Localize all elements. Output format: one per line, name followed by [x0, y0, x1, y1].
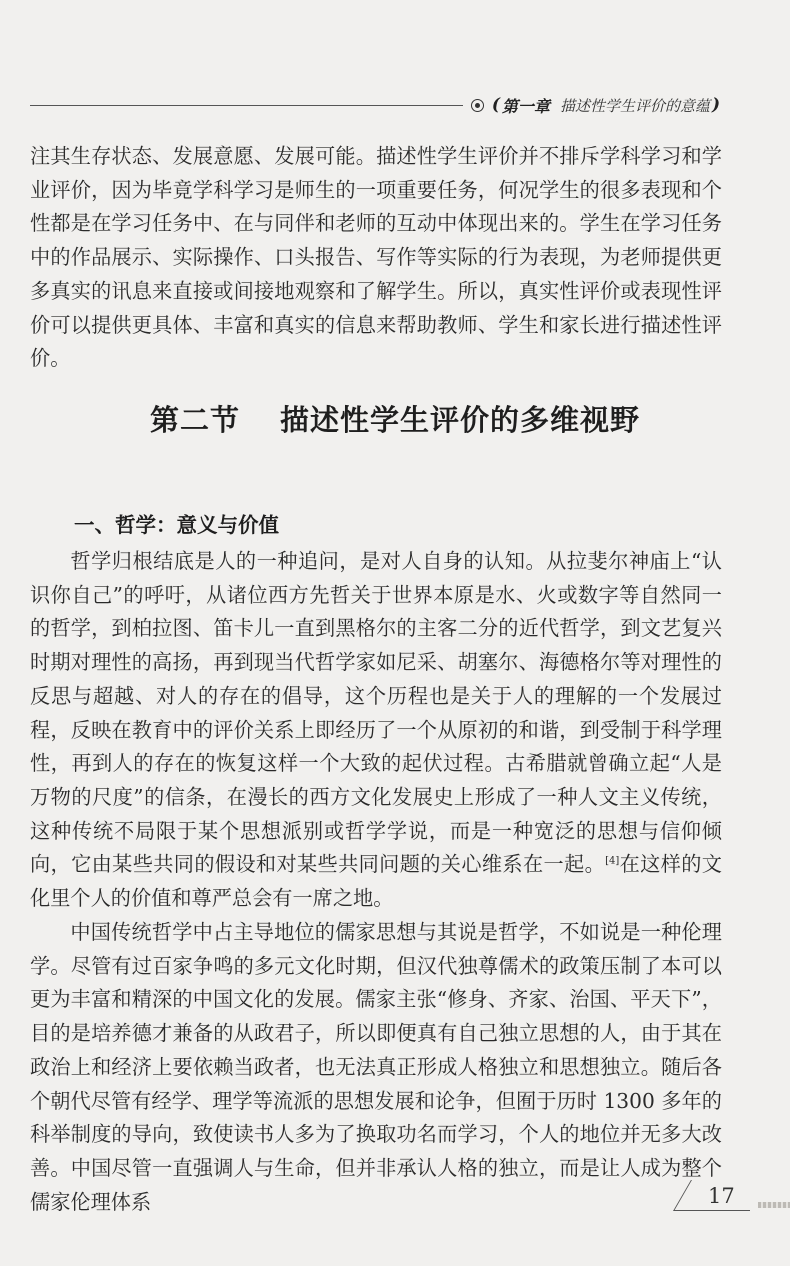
section-title: 描述性学生评价的多维视野 [280, 403, 641, 437]
header-rule [30, 105, 463, 106]
page-number: 17 [708, 1184, 735, 1208]
paragraph-confucian: 中国传统哲学中占主导地位的儒家思想与其说是哲学，不如说是一种伦理学。尽管有过百家争鸣的多元文化时期，但汉代独尊儒术的政策压制了本可以更为丰富和精深的中国文化的发展。儒家主张“修身、齐家、治国、平天下”，目的是培养德才兼备的从政君子，所以即便真有自己独立思想的人，由于其在政治上和经济上要依赖当政者，也无法真正形成人格独立和思想独立。随后各个朝代尽管有经学、理学等流派的思想发展和论争，但囿于历时 1300 多年的科举制度的导向，致使读书人多为了换取功名而学习，个人的地位并无多大改善。中国尽管一直强调人与生命，但并非承认人格的独立，而是让人成为整个儒家伦理体系 [30, 920, 722, 1214]
section-number: 第二节 [149, 403, 240, 437]
chapter-label: 第一章 [501, 96, 550, 116]
section-heading [0, 398, 790, 439]
paragraph-philosophy [30, 545, 722, 916]
bullet-circle-icon [471, 99, 484, 112]
bracket-open-icon: ( [491, 95, 500, 115]
subsection-heading: 一、哲学：意义与价值 [74, 513, 279, 537]
chapter-title: 描述性学生评价的意蕴 [559, 96, 710, 115]
footnote-reference: [4] [605, 855, 620, 867]
page-footer [682, 1180, 782, 1220]
bracket-close-icon: ) [711, 95, 720, 115]
footer-tab-decoration [758, 1202, 790, 1208]
footer-rule [688, 1210, 750, 1211]
paragraph-philosophy-text-end: 在这样的文化里个人的价值和尊严总会有一席之地。 [30, 852, 722, 911]
running-header [30, 92, 720, 118]
paragraph-philosophy-text: 哲学归根结底是人的一种追问，是对人自身的认知。从拉斐尔神庙上“认识你自己”的呼吁，从诸位西方先哲关于世界本原是水、火或数字等自然同一的哲学，到柏拉图、笛卡儿一直到黑格尔的主客二分的近代哲学，到文艺复兴时期对理性的高扬，再到现当代哲学家如尼采、胡塞尔、海德格尔等对理性的反思与超越、对人的存在的倡导，这个历程也是关于人的理解的一个发展过程，反映在教育中的评价关系上即经历了一个从原初的和谐，到受制于科学理性，再到人的存在的恢复这样一个大致的起伏过程。古希腊就曾确立起“人是万物的尺度”的信条，在漫长的西方文化发展史上形成了一种人文主义传统，这种传统不局限于某个思想派别或哲学学说，而是一种宽泛的思想与信仰倾向，它由某些共同的假设和对某些共同问题的关心维系在一起。 [30, 549, 722, 877]
paragraph-continued: 注其生存状态、发展意愿、发展可能。描述性学生评价并不排斥学科学习和学业评价，因为毕竟学科学习是师生的一项重要任务，何况学生的很多表现和个性都是在学习任务中、在与同伴和老师的互动中体现出来的。学生在学习任务中的作品展示、实际操作、口头报告、写作等实际的行为表现，为老师提供更多真实的讯息来直接或间接地观察和了解学生。所以，真实性评价或表现性评价可以提供更具体、丰富和真实的信息来帮助教师、学生和家长进行描述性评价。 [30, 144, 722, 371]
